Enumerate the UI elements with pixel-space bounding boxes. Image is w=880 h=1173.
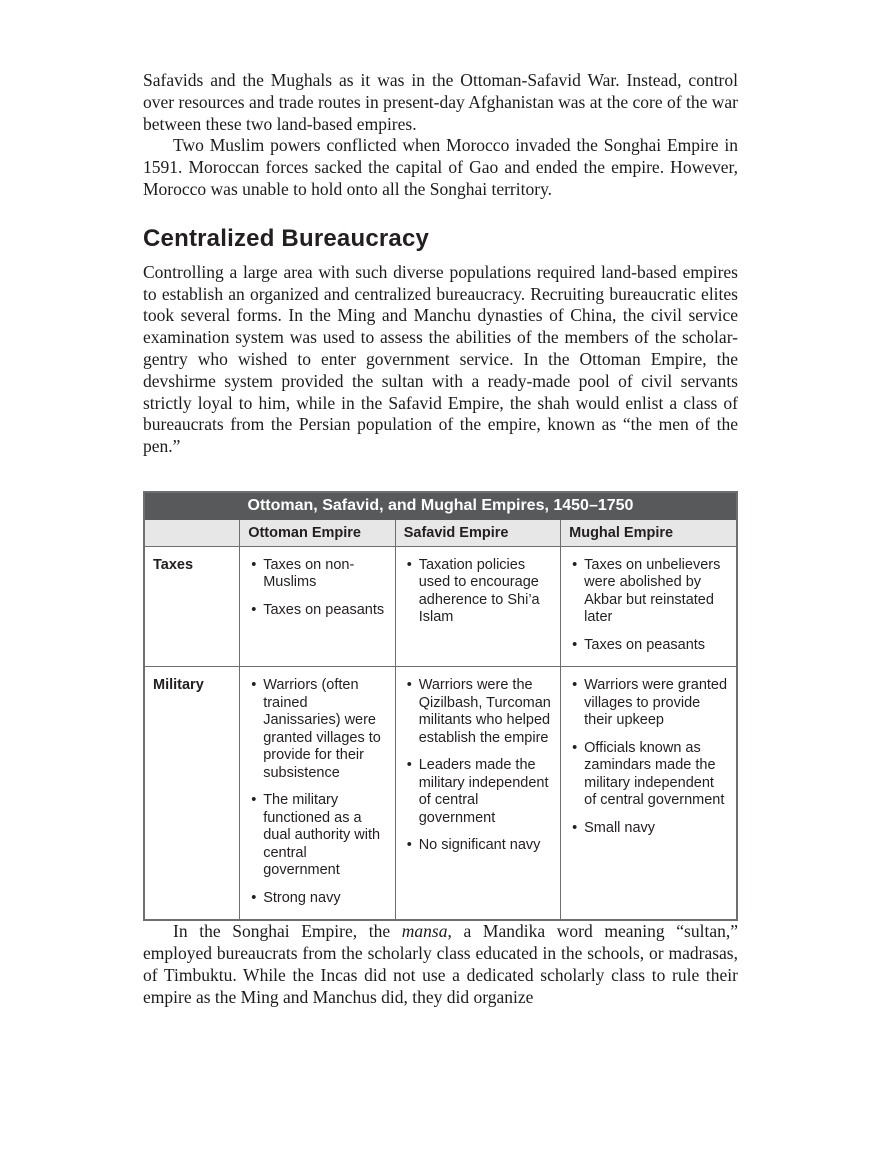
bullet-item: • Warriors were the Qizilbash, Turcoman militants who helped establish the empire <box>406 677 552 747</box>
bullet-item: • Strong navy <box>250 890 387 908</box>
paragraph-songhai: Two Muslim powers conflicted when Morocco invaded the Songhai Empire in 1591. Moroccan forces sacked the capital of Gao and ended the empire. However, Morocco was unable to hold onto all the Songhai territory. <box>143 135 738 199</box>
column-header-safavid: Safavid Empire <box>395 519 560 546</box>
empires-table-container <box>143 491 738 922</box>
bullet-item: • Leaders made the military independent of central government <box>406 757 552 827</box>
bullet-item: • Taxes on non-Muslims <box>250 557 387 592</box>
bullet-item: • Taxes on unbelievers were abolished by Akbar but reinstated later <box>571 557 728 627</box>
paragraph-continuation: Safavids and the Mughals as it was in the Ottoman-Safavid War. Instead, control over resources and trade routes in present-day Afghanistan was at the core of the war between these two land-based empires. <box>143 70 738 134</box>
bullet-item: • Taxation policies used to encourage adherence to Shi’a Islam <box>406 557 552 627</box>
bullet-item: • Small navy <box>571 820 728 838</box>
cell-taxes-safavid <box>395 546 560 667</box>
bullet-item: • Officials known as zamindars made the military independent of central government <box>571 740 728 810</box>
cell-military-ottoman <box>240 667 396 921</box>
cell-military-safavid <box>395 667 560 921</box>
column-header-mughal: Mughal Empire <box>561 519 737 546</box>
column-header-blank <box>144 519 240 546</box>
paragraph-closing <box>143 921 738 1008</box>
cell-taxes-ottoman <box>240 546 396 667</box>
empires-table <box>143 491 738 922</box>
bullet-item: • The military functioned as a dual authority with central government <box>250 792 387 880</box>
column-header-ottoman: Ottoman Empire <box>240 519 396 546</box>
table-title: Ottoman, Safavid, and Mughal Empires, 1450–1750 <box>144 492 737 520</box>
table-header-row <box>144 519 737 546</box>
table-row-taxes <box>144 546 737 667</box>
bullet-list <box>250 677 387 907</box>
bullet-list <box>250 557 387 620</box>
bullet-list <box>571 677 728 837</box>
bullet-list <box>406 677 552 855</box>
row-label-military: Military <box>144 667 240 921</box>
paragraph-bureaucracy: Controlling a large area with such diverse populations required land-based empires to establish an organized and centralized bureaucracy. Recruiting bureaucratic elites took several forms. In the Ming and Manchu dynasties of China, the civil service examination system was used to assess the abilities of the members of the scholar-gentry who wished to enter government service. In the Ottoman Empire, the devshirme system provided the sultan with a ready-made pool of civil servants strictly loyal to him, while in the Safavid Empire, the shah would enlist a class of bureaucrats from the Persian population of the empire, known as “the men of the pen.” <box>143 261 738 457</box>
cell-taxes-mughal <box>561 546 737 667</box>
bullet-item: • Warriors were granted villages to provide their upkeep <box>571 677 728 730</box>
bullet-list <box>406 557 552 627</box>
closing-segment-italic-term: mansa <box>401 921 448 942</box>
closing-segment: In the Songhai Empire, the <box>173 921 402 942</box>
bullet-item: • Taxes on peasants <box>571 637 728 655</box>
section-heading: Centralized Bureaucracy <box>143 224 430 252</box>
closing-segment: , a Mandika word meaning “sultan,” employed bureaucrats from the scholarly class educated in the schools, or madrasas, of Timbuktu. While the Incas did not use a dedicated scholarly class to rule their empire as the Ming and Manchus did, they did organize <box>143 921 738 1007</box>
row-label-taxes: Taxes <box>144 546 240 667</box>
cell-military-mughal <box>561 667 737 921</box>
bullet-list <box>571 557 728 655</box>
table-title-row <box>144 492 737 520</box>
bullet-item: • No significant navy <box>406 837 552 855</box>
bullet-item: • Taxes on peasants <box>250 602 387 620</box>
table-row-military <box>144 667 737 921</box>
bullet-item: • Warriors (often trained Janissaries) were granted villages to provide for their subsistence <box>250 677 387 782</box>
